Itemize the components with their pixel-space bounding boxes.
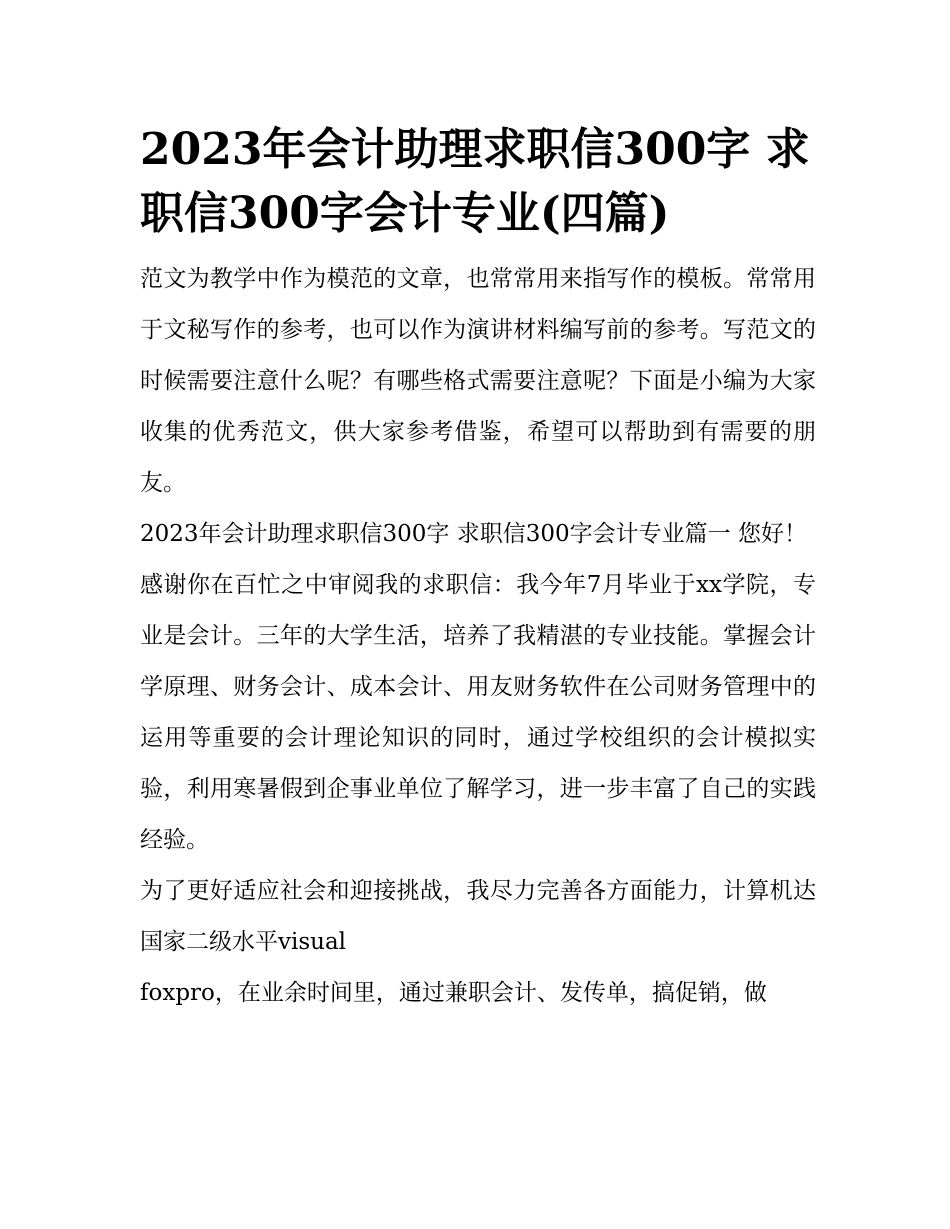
document-body [140, 118, 816, 1019]
intro-paragraph: 范文为教学中作为模范的文章，也常常用来指写作的模板。常常用于文秘写作的参考，也可以作为演讲材料编写前的参考。写范文的时候需要注意什么呢？有哪些格式需要注意呢？下面是小编为大家收集的优秀范文，供大家参考借鉴，希望可以帮助到有需要的朋友。 [140, 266, 816, 496]
body-paragraph-skills: 为了更好适应社会和迎接挑战，我尽力完善各方面能力，计算机达国家二级水平visual [140, 878, 816, 955]
body-paragraph-education: 感谢你在百忙之中审阅我的求职信：我今年7月毕业于xx学院，专业是会计。三年的大学生活，培养了我精湛的专业技能。掌握会计学原理、财务会计、成本会计、用友财务软件在公司财务管理中的运用等重要的会计理论知识的同时，通过学校组织的会计模拟实验，利用寒暑假到企事业单位了解学习，进一步丰富了自己的实践经验。 [140, 572, 816, 853]
section-heading-paragraph: 2023年会计助理求职信300字 求职信300字会计专业篇一 您好！ [140, 521, 807, 547]
body-paragraph-continuation: foxpro，在业余时间里，通过兼职会计、发传单，搞促销，做 [140, 980, 767, 1006]
document-title: 2023年会计助理求职信300字 求职信300字会计专业(四篇) [140, 124, 810, 239]
